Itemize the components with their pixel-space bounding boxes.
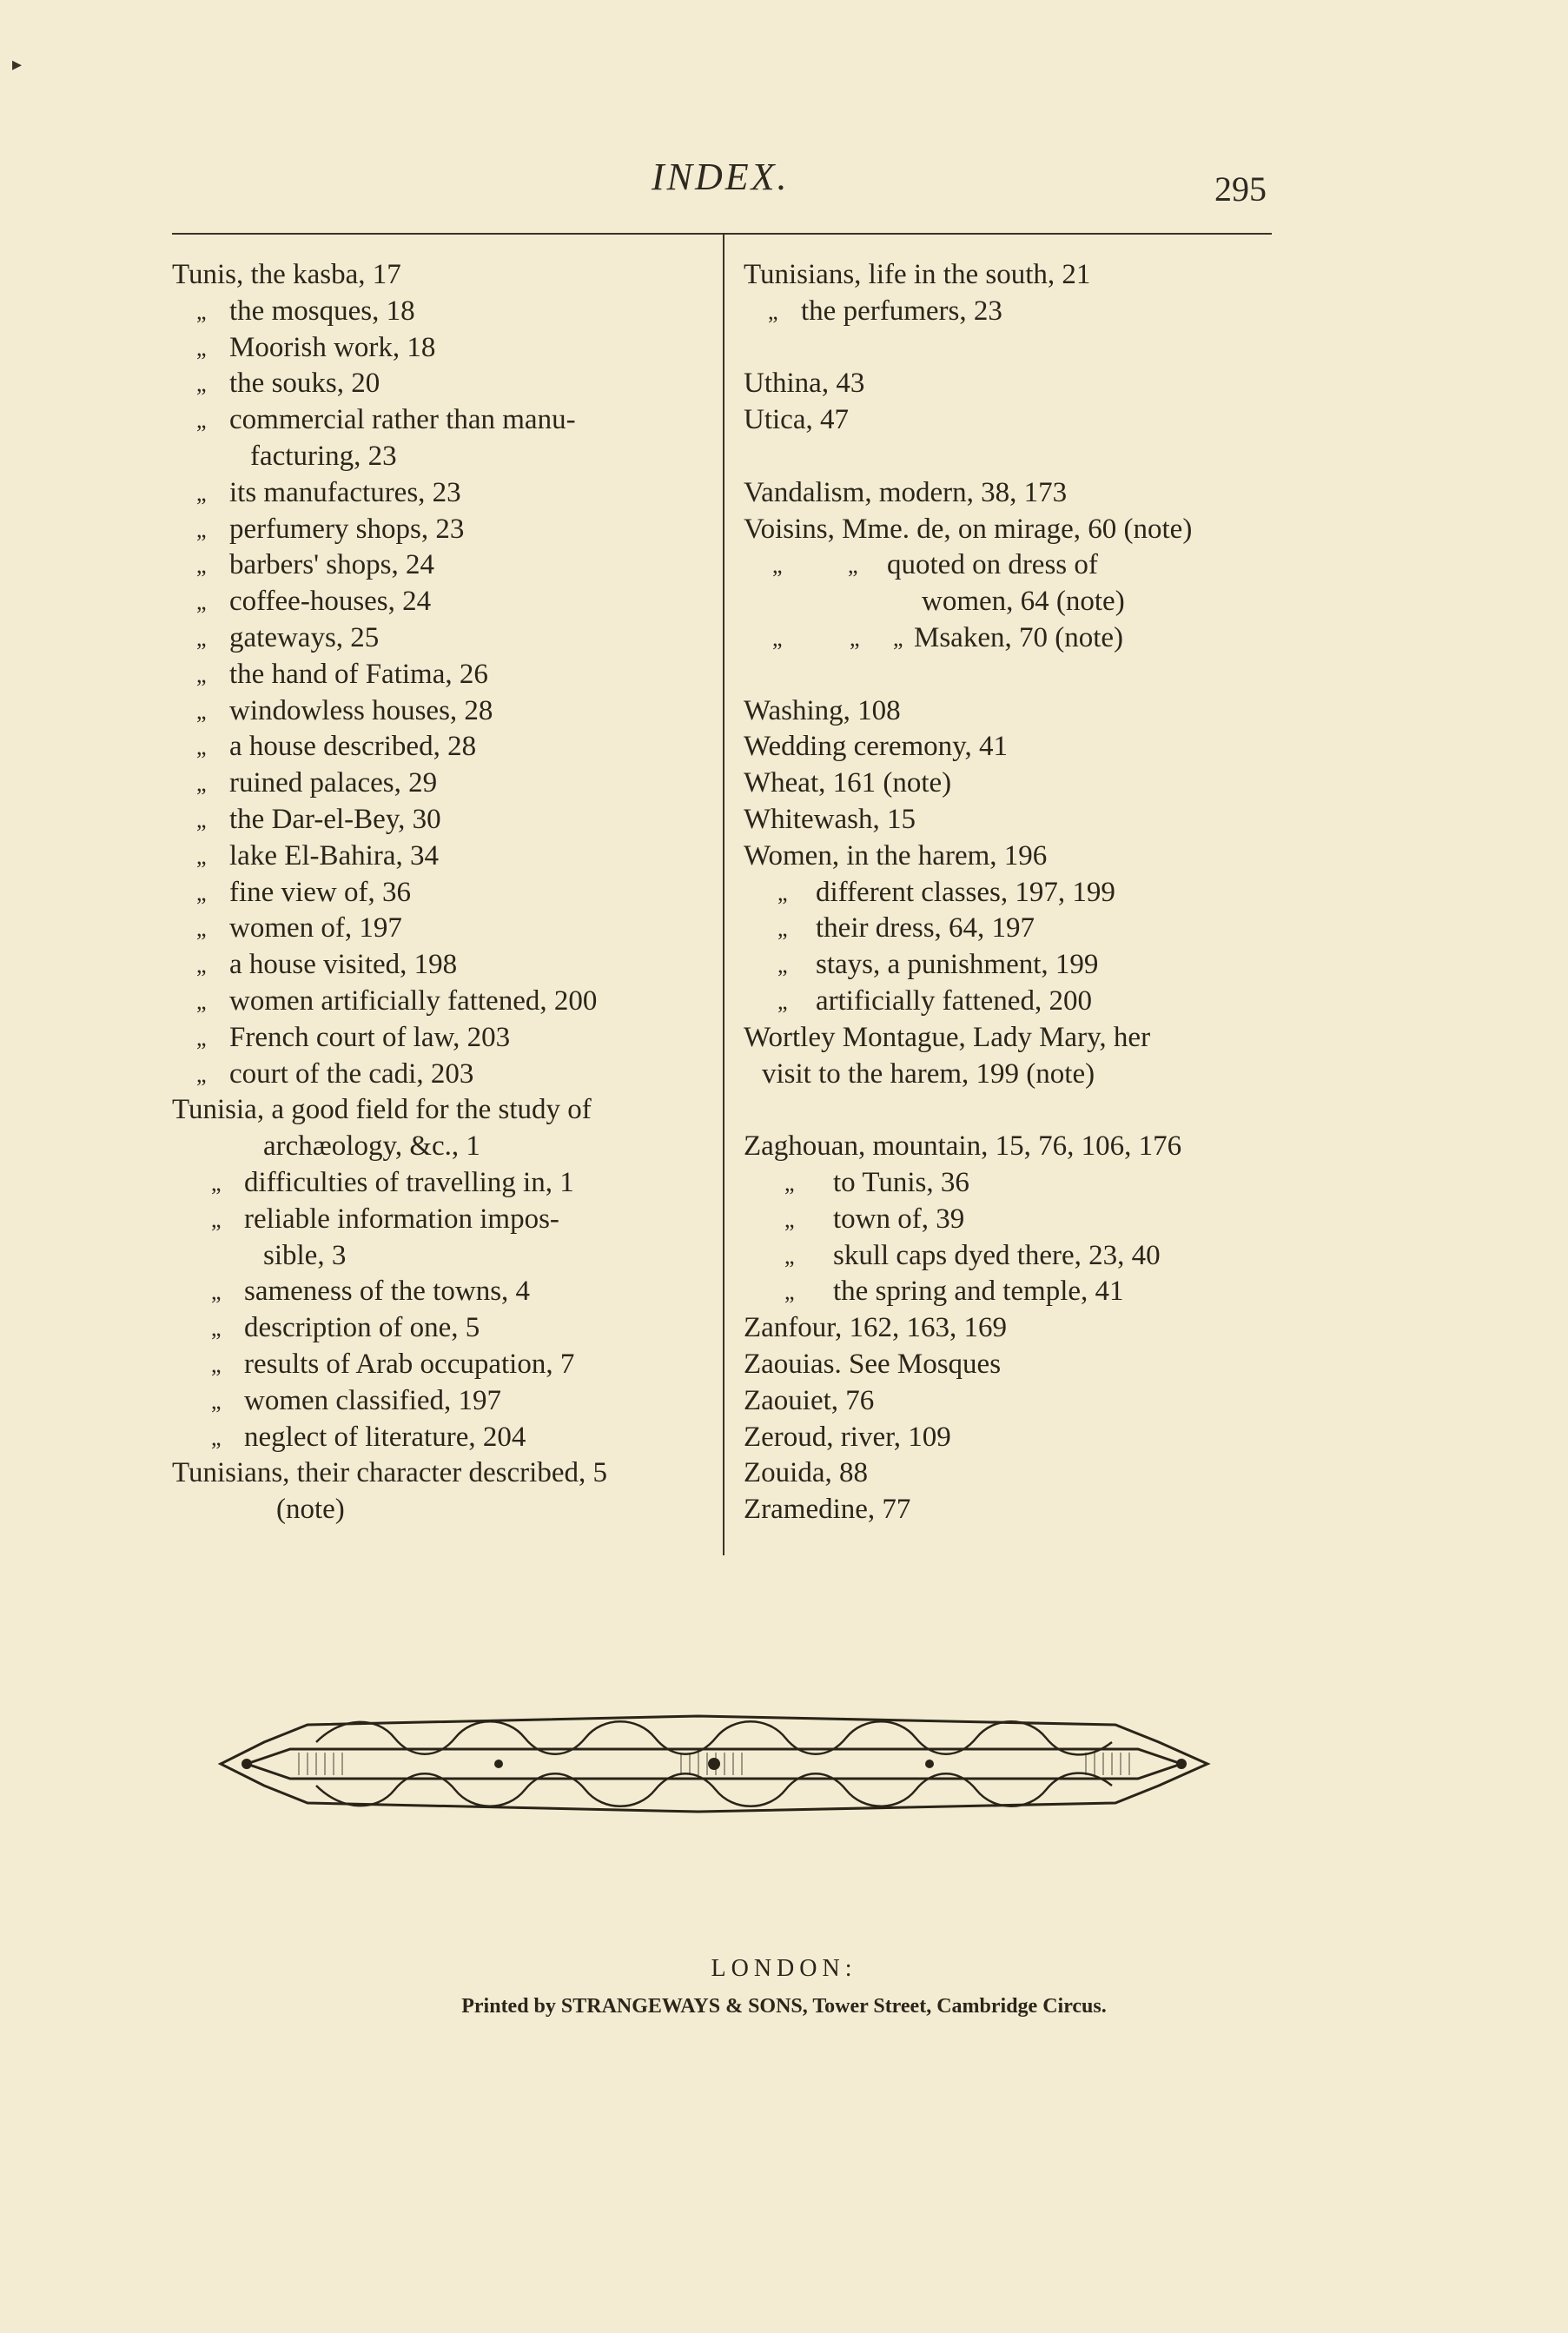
index-entry: [172, 1020, 705, 1057]
index-entry-text: the souks, 20: [229, 368, 380, 400]
index-entry-text: lake El-Bahira, 34: [229, 839, 439, 872]
index-entry: [744, 475, 1270, 512]
index-entry: [744, 802, 1270, 838]
index-entry-text: skull caps dyed there, 23, 40: [833, 1239, 1161, 1271]
index-entry: [744, 1238, 1270, 1275]
ditto-mark: „: [196, 843, 207, 869]
index-entry-text: different classes, 197, 199: [816, 876, 1115, 908]
ditto-mark: „: [772, 625, 783, 651]
index-entry-text: Zanfour, 162, 163, 169: [744, 1312, 1007, 1344]
page-title: INDEX.: [652, 156, 790, 198]
ditto-mark: „: [196, 408, 207, 434]
ditto-mark: „: [196, 661, 207, 687]
index-entry: [172, 1455, 705, 1492]
index-entry-text: Wheat, 161 (note): [744, 767, 952, 799]
index-entry: [172, 547, 705, 584]
index-entry: [172, 1420, 705, 1456]
ditto-mark: „: [196, 988, 207, 1014]
index-entry-text: Tunisians, life in the south, 21: [744, 259, 1091, 290]
index-entry-text: Tunis, the kasba, 17: [172, 259, 401, 290]
index-entry-text: artificially fattened, 200: [816, 984, 1092, 1017]
index-entry: [172, 1383, 705, 1420]
index-entry-text: quoted on dress of: [887, 549, 1098, 581]
index-entry-text: the spring and temple, 41: [833, 1276, 1124, 1308]
index-entry: [172, 984, 705, 1020]
index-entry: [744, 875, 1270, 911]
ditto-mark: „: [893, 625, 903, 651]
ditto-mark: „: [196, 879, 207, 905]
ditto-mark: „: [196, 335, 207, 361]
ditto-mark: „: [211, 1388, 222, 1414]
ditto-mark: „: [777, 952, 788, 978]
index-entry: [744, 1202, 1270, 1238]
ditto-mark: „: [772, 553, 783, 579]
ditto-mark: „: [784, 1243, 795, 1269]
index-entry: [172, 657, 705, 693]
index-entry: [172, 1057, 705, 1093]
ditto-mark: „: [784, 1206, 795, 1232]
index-entry: [172, 439, 705, 475]
index-entry-text: Zaghouan, mountain, 15, 76, 106, 176: [744, 1130, 1182, 1163]
ditto-mark: „: [196, 371, 207, 397]
index-entry-text: French court of law, 203: [229, 1021, 511, 1053]
index-entry: [744, 766, 1270, 802]
index-entry: [172, 1492, 705, 1528]
ditto-mark: „: [777, 879, 788, 905]
index-entry-text: women, 64 (note): [922, 586, 1125, 618]
index-entry: [744, 366, 1270, 402]
index-entry: [172, 729, 705, 766]
ditto-mark: „: [784, 1170, 795, 1196]
index-group-gap: [744, 439, 1270, 475]
index-entry-text: Zaouiet, 76: [744, 1384, 875, 1416]
ditto-mark: „: [211, 1170, 222, 1196]
index-entry: [172, 1310, 705, 1347]
index-entry-text: Tunisians, their character described, 5: [172, 1457, 607, 1489]
index-entry: [172, 620, 705, 657]
ditto-mark: „: [196, 1061, 207, 1087]
index-entry: [744, 547, 1270, 584]
index-entry: [744, 1383, 1270, 1420]
ditto-mark: „: [196, 734, 207, 760]
index-entry: [172, 475, 705, 512]
index-entry-text: the hand of Fatima, 26: [229, 658, 488, 690]
ditto-mark: „: [196, 553, 207, 579]
index-entry: [744, 1492, 1270, 1528]
index-entry-text: their dress, 64, 197: [816, 912, 1035, 944]
index-entry: [744, 512, 1270, 548]
index-entry-text: Vandalism, modern, 38, 173: [744, 476, 1068, 508]
index-entry-text: Msaken, 70 (note): [914, 621, 1124, 653]
index-entry: [744, 1129, 1270, 1165]
ditto-mark: „: [850, 625, 860, 651]
index-entry: [172, 512, 705, 548]
index-entry: [744, 1420, 1270, 1456]
ditto-mark: „: [211, 1279, 222, 1305]
index-entry-text: archæology, &c., 1: [263, 1130, 480, 1163]
ditto-mark: „: [196, 625, 207, 651]
index-entry-text: Voisins, Mme. de, on mirage, 60 (note): [744, 513, 1193, 545]
index-entry-text: difficulties of travelling in, 1: [244, 1166, 574, 1198]
imprint-city: LONDON:: [711, 1955, 857, 1982]
ditto-mark: „: [211, 1351, 222, 1377]
ditto-mark: „: [211, 1316, 222, 1342]
column-divider: [723, 235, 724, 1555]
index-entry-text: visit to the harem, 199 (note): [762, 1057, 1095, 1090]
index-entry: [744, 693, 1270, 730]
index-entry: [744, 1347, 1270, 1383]
index-entry: [744, 402, 1270, 439]
index-entry-text: a house visited, 198: [229, 949, 458, 981]
index-entry-text: to Tunis, 36: [833, 1166, 969, 1198]
header-rule: [172, 233, 1272, 235]
index-entry-text: stays, a punishment, 199: [816, 949, 1099, 981]
corner-mark: ▸: [12, 54, 23, 76]
index-entry-text: Utica, 47: [744, 404, 849, 436]
index-entry: [744, 1020, 1270, 1057]
page-number: 295: [1214, 169, 1267, 209]
ditto-mark: „: [784, 1279, 795, 1305]
index-entry: [172, 1274, 705, 1310]
imprint-printer: Printed by STRANGEWAYS & SONS, Tower Street, Cambridge Circus.: [461, 1995, 1107, 2018]
index-entry-text: ruined palaces, 29: [229, 767, 438, 799]
index-entry: [172, 330, 705, 367]
index-entry-text: reliable information impos-: [244, 1203, 559, 1235]
index-entry: [172, 875, 705, 911]
index-entry-text: Zramedine, 77: [744, 1494, 911, 1526]
ditto-mark: „: [196, 298, 207, 324]
index-entry-text: Uthina, 43: [744, 368, 865, 400]
index-entry: [172, 1092, 705, 1129]
index-entry: [172, 766, 705, 802]
index-entry: [744, 1310, 1270, 1347]
index-entry-text: the Dar-el-Bey, 30: [229, 803, 441, 835]
index-entry: [744, 620, 1270, 657]
index-entry: [744, 984, 1270, 1020]
index-entry: [172, 584, 705, 620]
index-entry: [744, 584, 1270, 620]
index-entry: [744, 911, 1270, 947]
index-entry: [744, 838, 1270, 875]
index-entry-text: sameness of the towns, 4: [244, 1276, 531, 1308]
ditto-mark: „: [848, 553, 858, 579]
ditto-mark: „: [777, 988, 788, 1014]
left-index-column: [172, 257, 705, 1528]
index-entry: [172, 1129, 705, 1165]
index-entry: [744, 294, 1270, 330]
index-entry: [172, 693, 705, 730]
index-entry-text: perfumery shops, 23: [229, 513, 465, 545]
index-entry: [744, 1165, 1270, 1202]
index-entry-text: barbers' shops, 24: [229, 549, 434, 581]
index-entry-text: Whitewash, 15: [744, 803, 916, 835]
index-entry: [172, 402, 705, 439]
right-index-column: [744, 257, 1270, 1528]
index-entry-text: Women, in the harem, 196: [744, 839, 1048, 872]
index-entry: [744, 1274, 1270, 1310]
index-entry-text: commercial rather than manu-: [229, 404, 576, 436]
index-entry: [172, 1202, 705, 1238]
index-entry: [744, 257, 1270, 294]
index-entry: [172, 838, 705, 875]
index-entry: [172, 802, 705, 838]
index-entry: [744, 1057, 1270, 1093]
index-entry-text: Tunisia, a good field for the study of: [172, 1094, 592, 1126]
index-entry-text: windowless houses, 28: [229, 694, 493, 726]
ditto-mark: „: [211, 1424, 222, 1450]
index-entry: [172, 294, 705, 330]
index-entry: [172, 947, 705, 984]
index-entry-text: women of, 197: [229, 912, 402, 944]
index-entry-text: neglect of literature, 204: [244, 1421, 526, 1453]
ditto-mark: „: [196, 916, 207, 942]
index-entry-text: court of the cadi, 203: [229, 1057, 474, 1090]
index-entry-text: the perfumers, 23: [801, 295, 1002, 327]
ditto-mark: „: [196, 480, 207, 506]
ditto-mark: „: [196, 698, 207, 724]
ditto-mark: „: [196, 589, 207, 615]
index-entry-text: coffee-houses, 24: [229, 586, 432, 618]
index-entry-text: Washing, 108: [744, 694, 901, 726]
index-entry-text: Wedding ceremony, 41: [744, 731, 1009, 763]
index-entry: [744, 1455, 1270, 1492]
index-entry-text: town of, 39: [833, 1203, 965, 1235]
index-entry-text: Moorish work, 18: [229, 331, 436, 363]
index-entry: [172, 1238, 705, 1275]
decorative-scroll-ornament: [212, 1690, 1216, 1838]
index-entry: [172, 1165, 705, 1202]
index-entry-text: fine view of, 36: [229, 876, 411, 908]
index-group-gap: [744, 330, 1270, 367]
index-entry-text: (note): [276, 1494, 345, 1526]
index-entry-text: the mosques, 18: [229, 295, 415, 327]
index-entry-text: results of Arab occupation, 7: [244, 1348, 575, 1380]
index-entry-text: Zeroud, river, 109: [744, 1421, 951, 1453]
index-entry: [172, 257, 705, 294]
ditto-mark: „: [196, 516, 207, 542]
index-entry-text: women classified, 197: [244, 1384, 502, 1416]
ditto-mark: „: [777, 916, 788, 942]
index-entry: [744, 729, 1270, 766]
ditto-mark: „: [768, 298, 778, 324]
index-group-gap: [744, 657, 1270, 693]
index-entry-text: a house described, 28: [229, 731, 477, 763]
index-entry-text: description of one, 5: [244, 1312, 480, 1344]
index-entry: [744, 947, 1270, 984]
ditto-mark: „: [211, 1206, 222, 1232]
index-entry: [172, 1347, 705, 1383]
index-entry-text: women artificially fattened, 200: [229, 984, 598, 1017]
index-entry-text: gateways, 25: [229, 621, 380, 653]
ditto-mark: „: [196, 771, 207, 797]
index-entry-text: its manufactures, 23: [229, 476, 461, 508]
index-entry-text: Zouida, 88: [744, 1457, 868, 1489]
index-entry-text: sible, 3: [263, 1239, 347, 1271]
index-entry: [172, 366, 705, 402]
index-entry: [172, 911, 705, 947]
index-entry-text: Wortley Montague, Lady Mary, her: [744, 1021, 1151, 1053]
ditto-mark: „: [196, 1024, 207, 1051]
ditto-mark: „: [196, 806, 207, 832]
index-group-gap: [744, 1092, 1270, 1129]
ditto-mark: „: [196, 952, 207, 978]
index-entry-text: facturing, 23: [250, 440, 397, 472]
index-entry-text: Zaouias. See Mosques: [744, 1348, 1002, 1380]
